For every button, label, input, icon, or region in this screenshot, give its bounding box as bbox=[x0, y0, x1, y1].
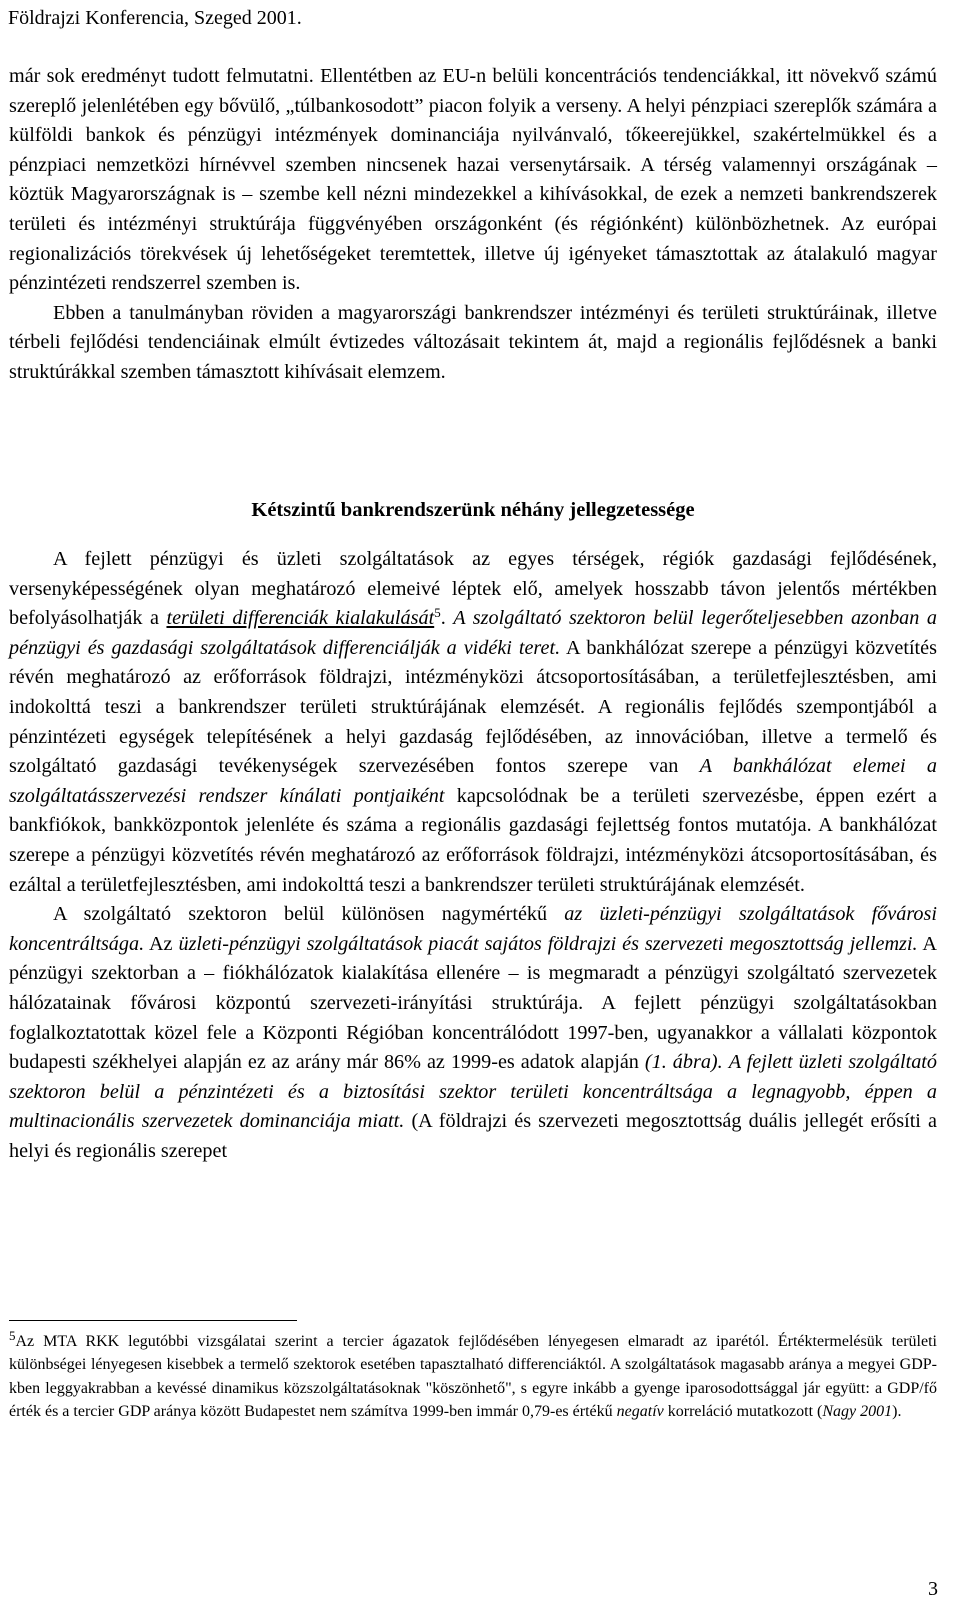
running-header: Földrajzi Konferencia, Szeged 2001. bbox=[8, 7, 302, 29]
section-heading: Kétszintű bankrendszerünk néhány jellegzetessége bbox=[251, 499, 695, 521]
emphasis-text: az üzleti-pénzügyi szolgáltatások fővárosi koncentráltsága. bbox=[9, 903, 937, 955]
text-run: kapcsolódnak be a területi szervezésbe, éppen ezért a bankfiókok, bankközpontok jelenléte és száma a regionális gazdasági fejlettség fontos mutatója. A bankhálózat szerepe a pénzügyi közvetítés révén meghatározó az erőforrások földrajzi, intézményközi átcsoportosításában, és ezáltal a területfejlesztésben, ami indokolttá teszi a bankrendszer területi struktúrájának elemzését. bbox=[9, 784, 937, 896]
emphasis-text: A szolgáltató szektoron belül legerőteljesebben azonban a pénzügyi és gazdasági szolgáltatások differenciálják a vidéki teret. bbox=[9, 607, 938, 659]
text-run: A szolgáltató szektoron belül különösen nagymértékű bbox=[53, 903, 565, 926]
footnote-mark: 5 bbox=[9, 1328, 16, 1343]
text-run: A bankhálózat szerepe a pénzügyi közvetítés révén meghatározó az erőforrások földrajzi, intézményközi átcsoportosításában, a területfejlesztésben, ami indokolttá teszi a bankrendszer területi struktúrájának elemzését. A regionális fejlődés szempontjából a pénzintézeti egységek telepítésének a helyi gazdaság fejlődésében, az innovációban, illetve a termelő és szolgáltató gazdasági tevékenységek szervezésében fontos szerepe van bbox=[9, 636, 937, 778]
text-run: (A földrajzi és szervezeti megosztottság duális jellegét erősíti a helyi és regionális szerepet bbox=[9, 1110, 937, 1162]
text-run: A pénzügyi szektorban a – fiókhálózatok kialakítása ellenére – is megmaradt a pénzügyi szolgáltató szervezetek hálózatainak fővárosi központú szervezeti-irányítási struktúrája. A fejlett pénzügyi szolgáltatásokban foglalkoztatottak közel fele a Központi Régióban koncentrálódott 1997-ben, ugyanakkor a vállalati központok budapesti székhelyei alapján ez az arány már 86% az 1999-es adatok alapján bbox=[9, 932, 937, 1074]
text-run: korreláció mutatkozott ( bbox=[663, 1403, 823, 1421]
emphasis-text: A bankhálózat elemei a szolgáltatásszervezési rendszer kínálati pontjaiként bbox=[9, 755, 937, 807]
section-paragraph-1 bbox=[9, 545, 937, 900]
citation-text: Nagy 2001 bbox=[822, 1403, 893, 1421]
page-number: 3 bbox=[928, 1578, 938, 1600]
figure-reference: (1. ábra). bbox=[644, 1051, 723, 1074]
footnote-divider bbox=[9, 1320, 297, 1321]
emphasis-text: A fejlett üzleti szolgáltató szektoron belül a pénzintézeti és a biztosítási szektor területi koncentráltsága a legnagyobb, éppen a multinacionális szervezetek dominanciája miatt. bbox=[9, 1051, 937, 1133]
emphasis-text: területi differenciák kialakulását bbox=[166, 607, 435, 630]
footnote-5 bbox=[9, 1330, 937, 1424]
intro-paragraph-1: már sok eredményt tudott felmutatni. Ellentétben az EU-n belüli koncentrációs tendenciákkal, itt növekvő számú szereplő jelenlétében egy bővülő, „túlbankosodott” piacon folyik a verseny. A helyi pénzpiaci szereplők számára a külföldi bankok és pénzügyi intézmények dominanciája nyilvánvaló, tőkeerejükkel, szakértelmükkel és a pénzpiaci nemzetközi hírnévvel szemben nincsenek hazai versenytársaik. A térség valamennyi országának –köztük Magyarországnak is – szembe kell nézni mindezekkel a kihívásokkal, de ezek a nemzeti bankrendszerek területi és intézményi struktúrája függvényében országonként (és régiónként) különbözhetnek. Az európai regionalizációs törekvések új lehetőségeket teremtettek, illetve új igényeket támasztottak az átalakuló magyar pénzintézeti rendszerrel szemben is. bbox=[9, 65, 937, 295]
text-run: . bbox=[440, 607, 446, 630]
text-run: Az MTA RKK legutóbbi vizsgálatai szerint a tercier ágazatok fejlődésében lényegesen elmaradt az iparétól. Értéktermelésük területi különbségei lényegesen kisebbek a termelő szektorok esetében tapasztalható differenciáktól. A szolgáltatások magasabb aránya a megyei GDP-kben leggyakrabban a kevéssé dinamikus közszolgáltatásoknak "köszönhető", s egyre inkább a gyenge iparosodottsággal jár együtt: a GDP/fő érték és a tercier GDP aránya között Budapestet nem számítva 1999-ben immár 0,79-es értékű bbox=[9, 1333, 937, 1421]
emphasis-text: negatív bbox=[616, 1403, 664, 1421]
text-run: ). bbox=[892, 1403, 902, 1421]
intro-block bbox=[9, 62, 937, 388]
footnote-reference: 5 bbox=[434, 605, 441, 621]
emphasis-text: üzleti-pénzügyi szolgáltatások piacát sajátos földrajzi és szervezeti megosztottság jellemzi. bbox=[178, 932, 918, 955]
section-paragraph-2 bbox=[9, 900, 937, 1166]
text-run: A fejlett pénzügyi és üzleti szolgáltatások az egyes térségek, régiók gazdasági fejlődésének, versenyképességének olyan meghatározó elemeivé léptek elő, amelyek hosszabb távon jelentős mértékben befolyásolhatják a bbox=[9, 548, 937, 630]
text-run: Az bbox=[144, 932, 179, 955]
intro-paragraph-2: Ebben a tanulmányban röviden a magyarországi bankrendszer intézményi és területi struktúráinak, illetve térbeli fejlődési tendenciáinak elmúlt évtizedes változásait tekintem át, majd a regionális fejlődésnek a banki struktúrákkal szemben támasztott kihívásait elemzem. bbox=[9, 301, 937, 383]
section-body bbox=[9, 545, 937, 1166]
